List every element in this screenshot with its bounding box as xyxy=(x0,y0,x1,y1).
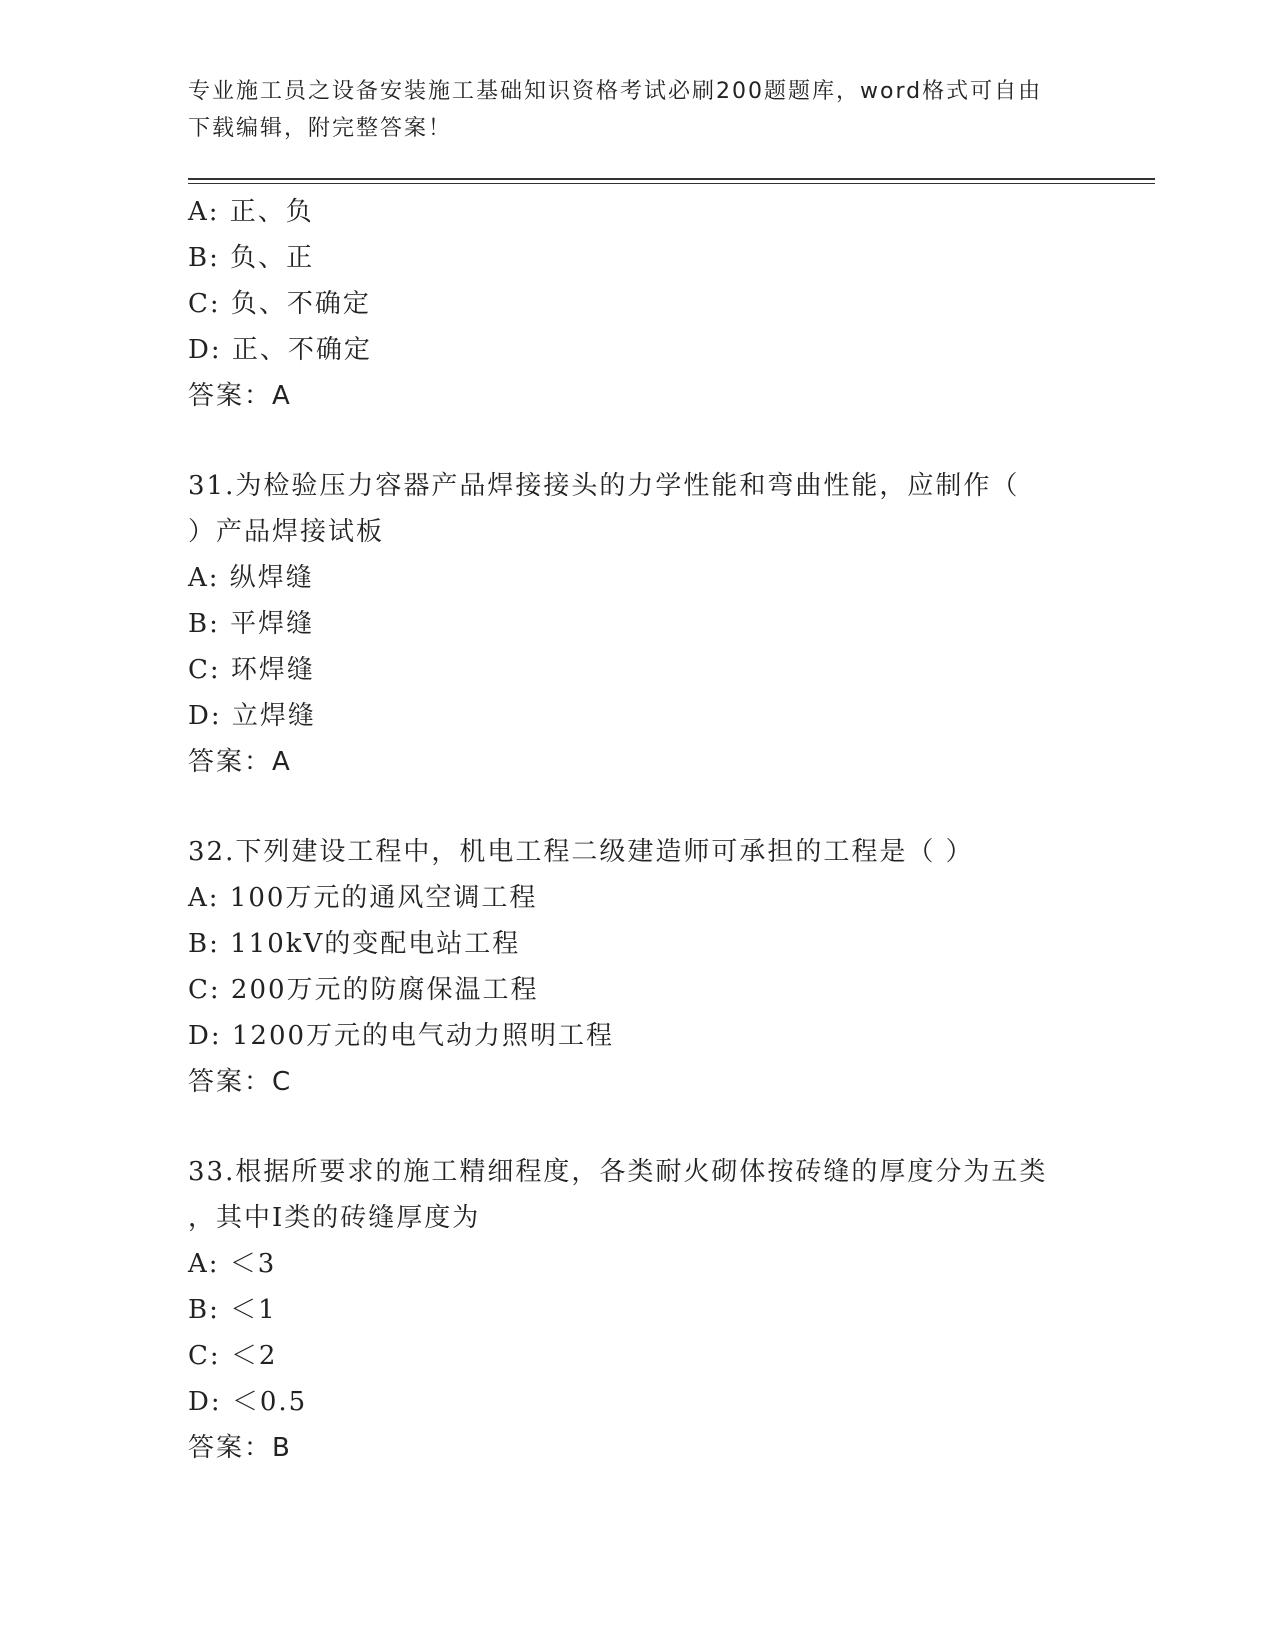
header-divider-thin xyxy=(188,183,1155,184)
option-c: C: ＜2 xyxy=(188,1341,278,1371)
question-block-31 xyxy=(188,463,1088,785)
option-b: B: 平焊缝 xyxy=(188,609,315,639)
option-c: C: 负、不确定 xyxy=(188,289,371,319)
question-block-30 xyxy=(188,189,1088,419)
answer-line: 答案：C xyxy=(188,1067,293,1097)
option-b: B: 负、正 xyxy=(188,243,315,273)
option-d: D: 1200万元的电气动力照明工程 xyxy=(188,1021,615,1051)
option-a: A: 正、负 xyxy=(188,197,314,227)
option-a: A: ＜3 xyxy=(188,1249,277,1279)
header-divider-thick xyxy=(188,178,1155,180)
option-d: D: 立焊缝 xyxy=(188,701,316,731)
option-a: A: 100万元的通风空调工程 xyxy=(188,883,538,913)
question-stem-cont: ，其中I类的砖缝厚度为 xyxy=(188,1203,481,1233)
question-stem-cont: ）产品焊接试板 xyxy=(188,517,385,547)
option-b: B: ＜1 xyxy=(188,1295,277,1325)
answer-line: 答案：A xyxy=(188,381,292,411)
question-block-33 xyxy=(188,1149,1088,1471)
option-c: C: 环焊缝 xyxy=(188,655,315,685)
question-stem: 31.为检验压力容器产品焊接接头的力学性能和弯曲性能，应制作（ xyxy=(188,471,1020,501)
document-header xyxy=(188,73,1088,147)
question-list xyxy=(188,189,1088,1471)
header-line-2: 下载编辑，附完整答案！ xyxy=(188,116,453,141)
option-b: B: 110kV的变配电站工程 xyxy=(188,929,521,959)
question-block-32 xyxy=(188,829,1088,1105)
answer-line: 答案：B xyxy=(188,1433,292,1463)
question-stem: 33.根据所要求的施工精细程度，各类耐火砌体按砖缝的厚度分为五类 xyxy=(188,1157,1048,1187)
header-line-1: 专业施工员之设备安装施工基础知识资格考试必刷200题题库，word格式可自由 xyxy=(188,79,1043,104)
question-stem: 32.下列建设工程中，机电工程二级建造师可承担的工程是（ ） xyxy=(188,837,974,867)
option-a: A: 纵焊缝 xyxy=(188,563,314,593)
option-c: C: 200万元的防腐保温工程 xyxy=(188,975,539,1005)
answer-line: 答案：A xyxy=(188,747,292,777)
option-d: D: ＜0.5 xyxy=(188,1387,308,1417)
option-d: D: 正、不确定 xyxy=(188,335,372,365)
